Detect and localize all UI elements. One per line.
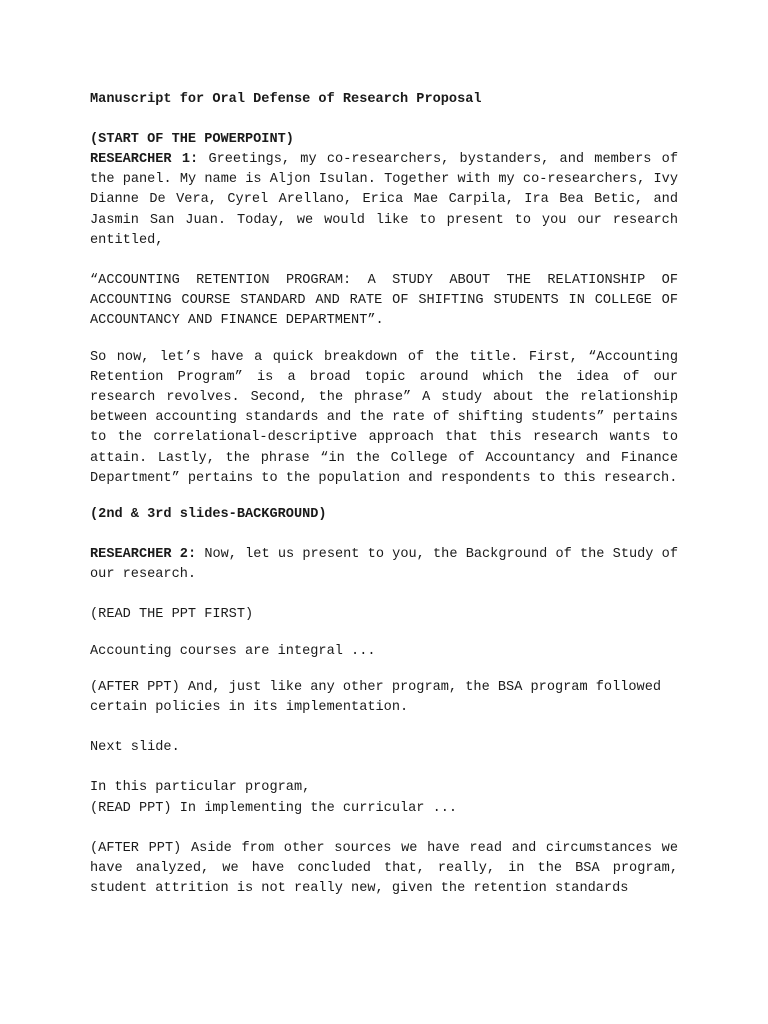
researcher-2-label: RESEARCHER 2: <box>90 547 197 563</box>
researcher-2-text: Now, let us present to you, the Background of the Study of our research. <box>90 547 678 583</box>
researcher-1-label: RESEARCHER 1: <box>90 152 199 167</box>
after-ppt-paragraph-1: (AFTER PPT) And, just like any other program, the BSA program followed certain policies in its implementation. <box>90 679 662 716</box>
particular-program-line: In this particular program, <box>90 780 311 796</box>
next-slide-line: Next slide. <box>90 740 180 756</box>
document-title: Manuscript for Oral Defense of Research Proposal <box>90 92 482 107</box>
read-ppt-curricular-line: (READ PPT) In implementing the curricular ... <box>90 800 458 816</box>
accounting-courses-line: Accounting courses are integral ... <box>90 643 376 659</box>
title-breakdown-paragraph: So now, let’s have a quick breakdown of the title. First, “Accounting Retention Program” is a broad topic around which the idea of our research revolves. Second, the phrase” A study about the relationship between accounting standards and the rate of shifting students” pertains to the correlational-descriptive approach that this research wants to attain. Lastly, the phrase “in the College of Accountancy and Finance Department” pertains to the population and respondents to this research. <box>90 349 678 486</box>
researcher-1-text: Greetings, my co-researchers, bystanders, and members of the panel. My name is Aljon Isulan. Together with my co-researchers, Ivy Dianne De Vera, Cyrel Arellano, Erica Mae Carpila, Ira Bea Betic, and Jasmin San Juan. Today, we would like to present to you our research entitled, <box>90 152 678 248</box>
start-heading: (START OF THE POWERPOINT) <box>90 132 294 147</box>
read-ppt-first-note: (READ THE PPT FIRST) <box>90 607 254 623</box>
research-title-paragraph: “ACCOUNTING RETENTION PROGRAM: A STUDY ABOUT THE RELATIONSHIP OF ACCOUNTING COURSE STANDARD AND RATE OF SHIFTING STUDENTS IN COLLEGE OF ACCOUNTANCY AND FINANCE DEPARTMENT”. <box>90 273 678 329</box>
after-ppt-paragraph-2: (AFTER PPT) Aside from other sources we have read and circumstances we have analyzed, we have concluded that, really, in the BSA program, student attrition is not really new, given the retention standards <box>90 840 678 897</box>
researcher-1-paragraph <box>90 150 678 251</box>
researcher-2-paragraph <box>90 545 678 585</box>
document-page <box>90 90 678 899</box>
background-heading: (2nd & 3rd slides-BACKGROUND) <box>90 507 327 523</box>
